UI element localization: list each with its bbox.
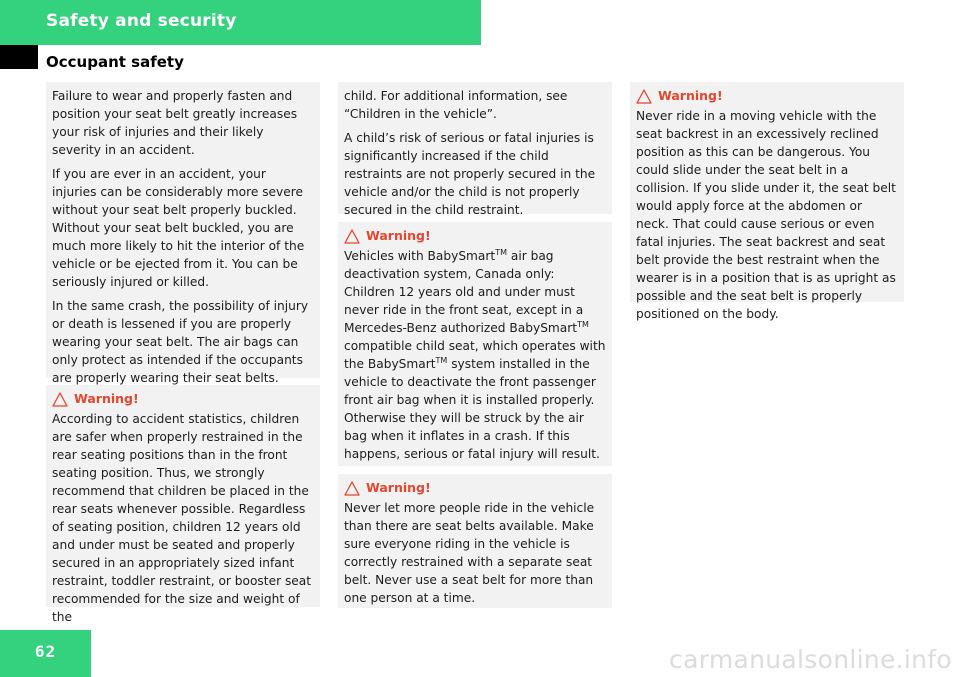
- warning-heading: [52, 390, 314, 408]
- warning-heading: [636, 87, 898, 105]
- warning-text: Never let more people ride in the vehicle than there are seat belts available. Make sure everyone riding in the vehicle is correctly restrained with a separate seat belt. Never use a seat belt for more than one person at a time.: [344, 501, 595, 605]
- warning-heading: [344, 227, 606, 245]
- warning-title: Warning!: [366, 228, 431, 243]
- intro-paragraph-2: If you are ever in an accident, your injuries can be considerably more severe without your seat belt properly buckled. Without your seat belt buckled, you are much more likely to hit the interior of the vehicle or be ejected from it. You can be seriously injured or killed.: [52, 167, 305, 289]
- warning-box-recline: [630, 82, 904, 321]
- subsection-title: Occupant safety: [46, 53, 184, 71]
- warning-triangle-icon: [344, 481, 360, 496]
- trademark: TM: [577, 319, 589, 329]
- warning-box-children: [46, 385, 320, 624]
- warning-title: Warning!: [74, 391, 139, 406]
- section-marker: [0, 45, 38, 69]
- warning-triangle-icon: [344, 229, 360, 244]
- intro-paragraph-3: In the same crash, the possibility of injury or death is lessened if you are properly wearing your seat belt. The air bags can only protect as intended if the occupants are properly wearing their seat belts.: [52, 299, 309, 385]
- page-number: 62: [34, 642, 57, 661]
- warning-title: Warning!: [658, 88, 723, 103]
- watermark: carmanualsonline.info: [669, 645, 952, 674]
- intro-paragraph-1: Failure to wear and properly fasten and position your seat belt greatly increases your risk of injuries and their likely severity in an accident.: [52, 89, 298, 157]
- warning-triangle-icon: [52, 392, 68, 407]
- warning-text: Vehicles with BabySmart™ air bag deactivation system, Canada only: Children 12 years old and under must never ride in the front seat, except in a Mercedes-Benz authorized BabySmart™ compatible child seat, which operates with the BabySmart™ system installed in the vehicle to deactivate the front passenger front air bag when it is installed properly. Otherwise they will be struck by the air bag when it inflates in a crash. If this happens, serious or fatal injury will result.: [344, 247, 606, 461]
- warning-text: Never ride in a moving vehicle with the seat backrest in an excessively reclined position as this can be dangerous. You could slide under the seat belt in a collision. If you slide under it, the seat belt would apply force at the abdomen or neck. That could cause serious or even fatal injuries. The seat backrest and seat belt provide the best restraint when the wearer is in a position that is as upright as possible and the seat belt is properly positioned on the body.: [636, 109, 896, 321]
- continued-paragraph-2: A child’s risk of serious or fatal injuries is significantly increased if the child restraints are not properly secured in the vehicle and/or the child is not properly secured in the child restraint.: [344, 131, 596, 217]
- warning-text: According to accident statistics, children are safer when properly restrained in the rear seating positions than in the front seating position. Thus, we strongly recommend that children be placed in the rear seats whenever possible. Regardless of seating position, children 12 years old and under must be seated and properly secured in an appropriately sized infant restraint, toddler restraint, or booster seat recommended for the size and weight of the: [52, 412, 312, 624]
- continued-box: [338, 82, 612, 217]
- warning-box-seatbelts: [338, 474, 612, 608]
- trademark: TM: [495, 247, 507, 257]
- warning-box-babysmart: [338, 222, 612, 466]
- continued-paragraph-1: child. For additional information, see “Children in the vehicle”.: [344, 89, 568, 121]
- warning-triangle-icon: [636, 89, 652, 104]
- trademark: TM: [435, 355, 448, 365]
- warning-title: Warning!: [366, 480, 431, 495]
- warning-heading: [344, 479, 606, 497]
- intro-box: [46, 82, 320, 385]
- section-title: Safety and security: [46, 11, 237, 31]
